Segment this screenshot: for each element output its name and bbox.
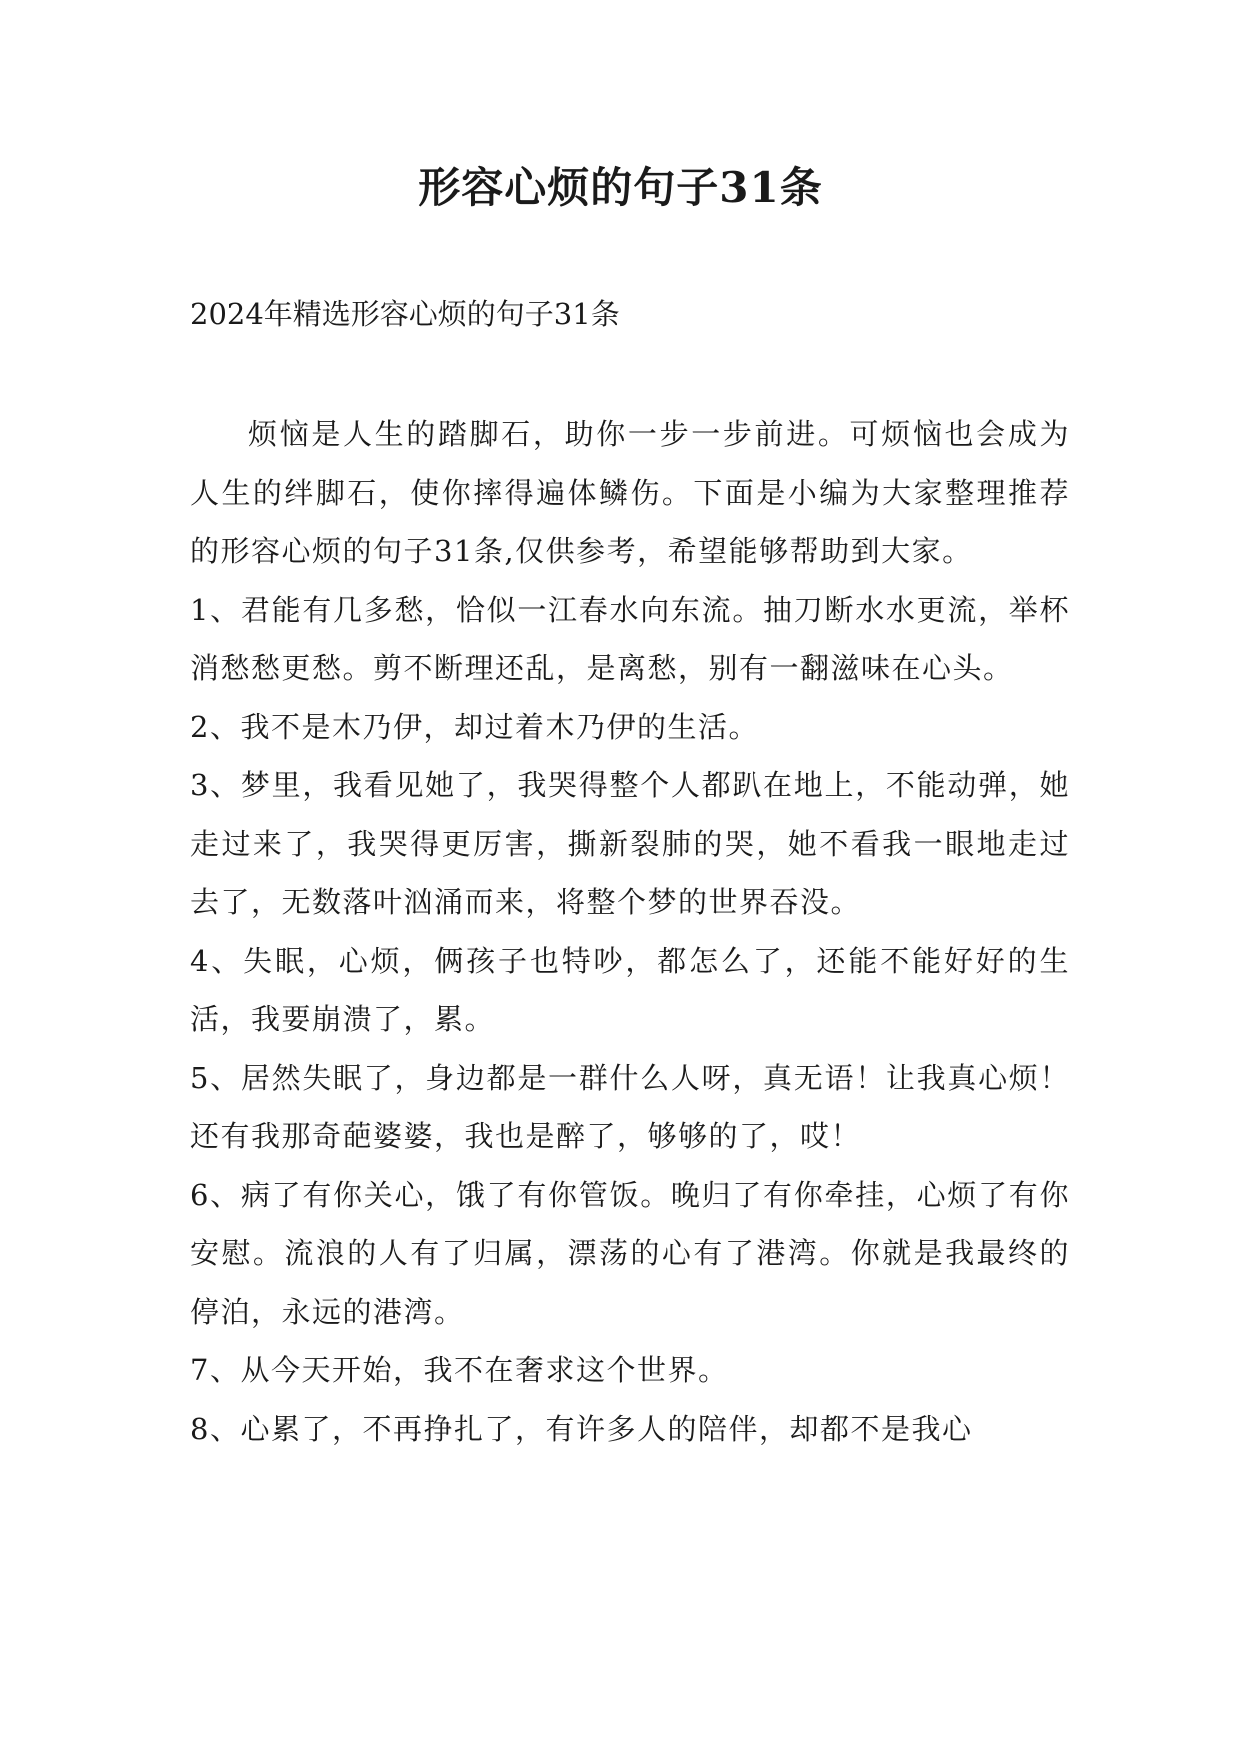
list-item: 8、心累了，不再挣扎了，有许多人的陪伴，却都不是我心 bbox=[190, 1411, 973, 1446]
list-item: 7、从今天开始，我不在奢求这个世界。 bbox=[190, 1353, 729, 1387]
document-subtitle: 2024年精选形容心烦的句子31条 bbox=[190, 297, 620, 331]
list-item: 3、梦里，我看见她了，我哭得整个人都趴在地上，不能动弹，她走过来了，我哭得更厉害，撕新裂肺的哭，她不看我一眼地走过去了，无数落叶汹涌而来，将整个梦的世界吞没。 bbox=[190, 768, 1070, 919]
list-item: 1、君能有几多愁，恰似一江春水向东流。抽刀断水水更流，举杯消愁愁更愁。剪不断理还乱，是离愁，别有一翻滋味在心头。 bbox=[190, 592, 1070, 685]
list-item: 4、失眠，心烦，俩孩子也特吵，都怎么了，还能不能好好的生活，我要崩溃了，累。 bbox=[190, 943, 1070, 1036]
intro-paragraph: 烦恼是人生的踏脚石，助你一步一步前进。可烦恼也会成为人生的绊脚石，使你摔得遍体鳞伤。下面是小编为大家整理推荐的形容心烦的句子31条,仅供参考，希望能够帮助到大家。 bbox=[190, 417, 1070, 568]
document-title: 形容心烦的句子31条 bbox=[418, 163, 823, 212]
list-item: 5、居然失眠了，身边都是一群什么人呀，真无语！让我真心烦！还有我那奇葩婆婆，我也是醉了，够够的了，哎！ bbox=[190, 1060, 1070, 1153]
list-item: 2、我不是木乃伊，却过着木乃伊的生活。 bbox=[190, 709, 759, 744]
document-body bbox=[190, 405, 1070, 1458]
list-item: 6、病了有你关心，饿了有你管饭。晚归了有你牵挂，心烦了有你安慰。流浪的人有了归属，漂荡的心有了港湾。你就是我最终的停泊，永远的港湾。 bbox=[190, 1177, 1070, 1329]
